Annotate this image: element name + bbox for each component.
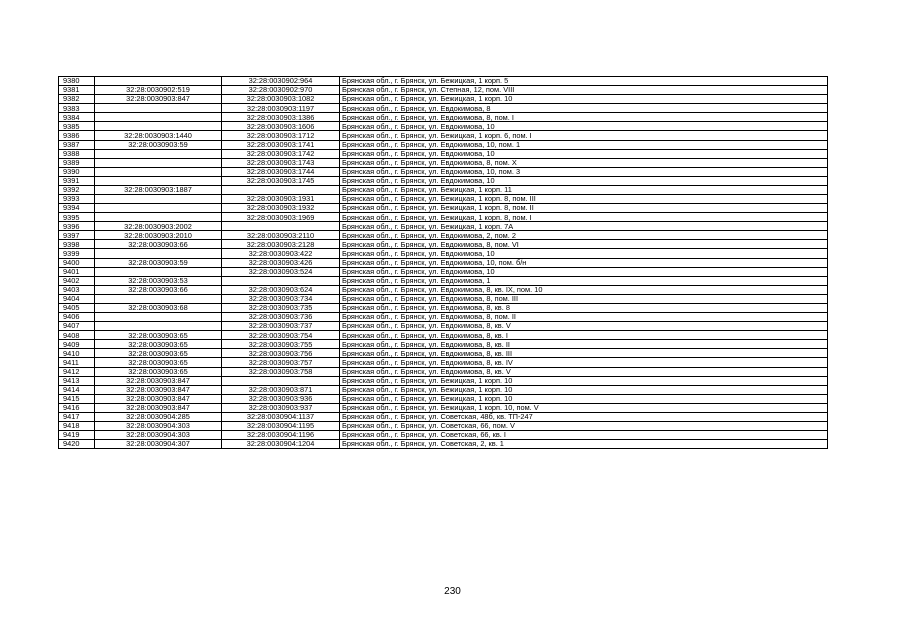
parcel-number-cell bbox=[95, 267, 222, 276]
address-cell: Брянская обл., г. Брянск, ул. Евдокимова, 8, пом. X bbox=[340, 158, 828, 167]
parcel-number-cell bbox=[95, 249, 222, 258]
object-number-cell: 32:28:0030903:1197 bbox=[222, 104, 340, 113]
row-number-cell: 9416 bbox=[59, 403, 95, 412]
parcel-number-cell bbox=[95, 294, 222, 303]
address-cell: Брянская обл., г. Брянск, ул. Евдокимова, 8, кв. V bbox=[340, 322, 828, 331]
page-number: 230 bbox=[444, 586, 461, 597]
table-row bbox=[59, 267, 828, 276]
table-row bbox=[59, 358, 828, 367]
row-number-cell: 9397 bbox=[59, 231, 95, 240]
row-number-cell: 9399 bbox=[59, 249, 95, 258]
row-number-cell: 9387 bbox=[59, 140, 95, 149]
address-cell: Брянская обл., г. Брянск, ул. Бежицкая, 1 корп. 10 bbox=[340, 394, 828, 403]
address-cell: Брянская обл., г. Брянск, ул. Бежицкая, 1 корп. 10, пом. V bbox=[340, 403, 828, 412]
object-number-cell: 32:28:0030904:1195 bbox=[222, 421, 340, 430]
address-cell: Брянская обл., г. Брянск, ул. Евдокимова, 8, пом. I bbox=[340, 113, 828, 122]
address-cell: Брянская обл., г. Брянск, ул. Бежицкая, 1 корп. 10 bbox=[340, 385, 828, 394]
parcel-number-cell bbox=[95, 195, 222, 204]
object-number-cell: 32:28:0030903:2110 bbox=[222, 231, 340, 240]
object-number-cell: 32:28:0030903:1931 bbox=[222, 195, 340, 204]
parcel-number-cell: 32:28:0030902:519 bbox=[95, 86, 222, 95]
table-row bbox=[59, 222, 828, 231]
address-cell: Брянская обл., г. Брянск, ул. Евдокимова, 10, пом. б/н bbox=[340, 258, 828, 267]
parcel-number-cell bbox=[95, 322, 222, 331]
table-row bbox=[59, 131, 828, 140]
object-number-cell: 32:28:0030904:1137 bbox=[222, 412, 340, 421]
address-cell: Брянская обл., г. Брянск, ул. Евдокимова, 10, пом. 1 bbox=[340, 140, 828, 149]
object-number-cell bbox=[222, 376, 340, 385]
address-cell: Брянская обл., г. Брянск, ул. Евдокимова, 8, пом. II bbox=[340, 313, 828, 322]
object-number-cell: 32:28:0030903:624 bbox=[222, 285, 340, 294]
table-row bbox=[59, 349, 828, 358]
table-row bbox=[59, 313, 828, 322]
row-number-cell: 9388 bbox=[59, 149, 95, 158]
address-cell: Брянская обл., г. Брянск, ул. Степная, 12, пом. VIII bbox=[340, 86, 828, 95]
table-row bbox=[59, 385, 828, 394]
table-row bbox=[59, 195, 828, 204]
row-number-cell: 9392 bbox=[59, 185, 95, 194]
row-number-cell: 9393 bbox=[59, 195, 95, 204]
object-number-cell: 32:28:0030903:735 bbox=[222, 303, 340, 312]
table-row bbox=[59, 86, 828, 95]
object-number-cell: 32:28:0030903:1744 bbox=[222, 167, 340, 176]
table-row bbox=[59, 440, 828, 449]
parcel-number-cell: 32:28:0030903:65 bbox=[95, 367, 222, 376]
parcel-number-cell bbox=[95, 77, 222, 86]
object-number-cell: 32:28:0030903:756 bbox=[222, 349, 340, 358]
object-number-cell: 32:28:0030903:1742 bbox=[222, 149, 340, 158]
address-cell: Брянская обл., г. Брянск, ул. Евдокимова, 1 bbox=[340, 276, 828, 285]
object-number-cell bbox=[222, 222, 340, 231]
row-number-cell: 9414 bbox=[59, 385, 95, 394]
table-row bbox=[59, 231, 828, 240]
table-row bbox=[59, 276, 828, 285]
row-number-cell: 9396 bbox=[59, 222, 95, 231]
row-number-cell: 9384 bbox=[59, 113, 95, 122]
row-number-cell: 9420 bbox=[59, 440, 95, 449]
address-cell: Брянская обл., г. Брянск, ул. Советская, 66, кв. I bbox=[340, 431, 828, 440]
address-cell: Брянская обл., г. Брянск, ул. Бежицкая, 1 корп. 8, пом. I bbox=[340, 213, 828, 222]
table-row bbox=[59, 421, 828, 430]
table-row bbox=[59, 158, 828, 167]
parcel-number-cell: 32:28:0030903:2002 bbox=[95, 222, 222, 231]
parcel-number-cell: 32:28:0030903:847 bbox=[95, 385, 222, 394]
address-cell: Брянская обл., г. Брянск, ул. Советская, 66, пом. V bbox=[340, 421, 828, 430]
parcel-number-cell bbox=[95, 204, 222, 213]
row-number-cell: 9418 bbox=[59, 421, 95, 430]
row-number-cell: 9389 bbox=[59, 158, 95, 167]
object-number-cell: 32:28:0030903:937 bbox=[222, 403, 340, 412]
parcel-number-cell bbox=[95, 113, 222, 122]
table-row bbox=[59, 322, 828, 331]
address-cell: Брянская обл., г. Брянск, ул. Бежицкая, 1 корп. 10 bbox=[340, 376, 828, 385]
table-row bbox=[59, 213, 828, 222]
table-row bbox=[59, 331, 828, 340]
table-row bbox=[59, 185, 828, 194]
row-number-cell: 9383 bbox=[59, 104, 95, 113]
address-cell: Брянская обл., г. Брянск, ул. Евдокимова, 8, пом. III bbox=[340, 294, 828, 303]
parcel-number-cell: 32:28:0030904:303 bbox=[95, 421, 222, 430]
parcel-number-cell: 32:28:0030903:65 bbox=[95, 331, 222, 340]
address-cell: Брянская обл., г. Брянск, ул. Советская, 2, кв. 1 bbox=[340, 440, 828, 449]
parcel-number-cell: 32:28:0030903:2010 bbox=[95, 231, 222, 240]
parcel-number-cell: 32:28:0030903:65 bbox=[95, 349, 222, 358]
object-number-cell: 32:28:0030903:758 bbox=[222, 367, 340, 376]
object-number-cell: 32:28:0030902:970 bbox=[222, 86, 340, 95]
address-cell: Брянская обл., г. Брянск, ул. Бежицкая, 1 корп. 10 bbox=[340, 95, 828, 104]
address-cell: Брянская обл., г. Брянск, ул. Евдокимова, 8, кв. V bbox=[340, 367, 828, 376]
parcel-number-cell: 32:28:0030903:68 bbox=[95, 303, 222, 312]
parcel-number-cell: 32:28:0030903:66 bbox=[95, 240, 222, 249]
table-row bbox=[59, 77, 828, 86]
row-number-cell: 9404 bbox=[59, 294, 95, 303]
row-number-cell: 9415 bbox=[59, 394, 95, 403]
address-cell: Брянская обл., г. Брянск, ул. Евдокимова, 8, кв. IV bbox=[340, 358, 828, 367]
parcel-number-cell: 32:28:0030903:65 bbox=[95, 358, 222, 367]
row-number-cell: 9412 bbox=[59, 367, 95, 376]
table-row bbox=[59, 140, 828, 149]
object-number-cell: 32:28:0030903:757 bbox=[222, 358, 340, 367]
row-number-cell: 9419 bbox=[59, 431, 95, 440]
row-number-cell: 9417 bbox=[59, 412, 95, 421]
table-row bbox=[59, 122, 828, 131]
parcel-number-cell bbox=[95, 149, 222, 158]
address-cell: Брянская обл., г. Брянск, ул. Евдокимова, 8, пом. VI bbox=[340, 240, 828, 249]
parcel-number-cell bbox=[95, 158, 222, 167]
address-cell: Брянская обл., г. Брянск, ул. Бежицкая, 1 корп. 6, пом. I bbox=[340, 131, 828, 140]
table-row bbox=[59, 95, 828, 104]
parcel-number-cell: 32:28:0030903:1887 bbox=[95, 185, 222, 194]
table-row bbox=[59, 167, 828, 176]
object-number-cell: 32:28:0030903:1743 bbox=[222, 158, 340, 167]
object-number-cell bbox=[222, 185, 340, 194]
object-number-cell: 32:28:0030904:1204 bbox=[222, 440, 340, 449]
table-row bbox=[59, 113, 828, 122]
table-row bbox=[59, 294, 828, 303]
row-number-cell: 9394 bbox=[59, 204, 95, 213]
parcel-number-cell: 32:28:0030904:307 bbox=[95, 440, 222, 449]
parcel-number-cell: 32:28:0030903:847 bbox=[95, 394, 222, 403]
row-number-cell: 9407 bbox=[59, 322, 95, 331]
address-cell: Брянская обл., г. Брянск, ул. Евдокимова, 8, кв. IX, пом. 10 bbox=[340, 285, 828, 294]
row-number-cell: 9405 bbox=[59, 303, 95, 312]
table-row bbox=[59, 149, 828, 158]
row-number-cell: 9382 bbox=[59, 95, 95, 104]
address-cell: Брянская обл., г. Брянск, ул. Советская, 48б, кв. ТП-247 bbox=[340, 412, 828, 421]
row-number-cell: 9385 bbox=[59, 122, 95, 131]
table-row bbox=[59, 394, 828, 403]
address-cell: Брянская обл., г. Брянск, ул. Евдокимова, 10 bbox=[340, 176, 828, 185]
object-number-cell: 32:28:0030903:1969 bbox=[222, 213, 340, 222]
parcel-number-cell bbox=[95, 176, 222, 185]
parcel-number-cell bbox=[95, 313, 222, 322]
parcel-number-cell bbox=[95, 167, 222, 176]
object-number-cell: 32:28:0030903:754 bbox=[222, 331, 340, 340]
address-cell: Брянская обл., г. Брянск, ул. Евдокимова, 10 bbox=[340, 149, 828, 158]
parcel-number-cell: 32:28:0030903:847 bbox=[95, 376, 222, 385]
object-number-cell: 32:28:0030903:1082 bbox=[222, 95, 340, 104]
row-number-cell: 9411 bbox=[59, 358, 95, 367]
parcel-number-cell: 32:28:0030903:59 bbox=[95, 140, 222, 149]
object-number-cell: 32:28:0030902:964 bbox=[222, 77, 340, 86]
parcel-number-cell: 32:28:0030903:53 bbox=[95, 276, 222, 285]
row-number-cell: 9403 bbox=[59, 285, 95, 294]
parcel-number-cell: 32:28:0030903:847 bbox=[95, 95, 222, 104]
object-number-cell: 32:28:0030903:755 bbox=[222, 340, 340, 349]
address-cell: Брянская обл., г. Брянск, ул. Евдокимова, 8 bbox=[340, 104, 828, 113]
parcel-number-cell: 32:28:0030903:66 bbox=[95, 285, 222, 294]
row-number-cell: 9395 bbox=[59, 213, 95, 222]
object-number-cell: 32:28:0030903:1606 bbox=[222, 122, 340, 131]
table-row bbox=[59, 340, 828, 349]
parcel-number-cell: 32:28:0030904:303 bbox=[95, 431, 222, 440]
address-cell: Брянская обл., г. Брянск, ул. Евдокимова, 8, кв. II bbox=[340, 340, 828, 349]
object-number-cell: 32:28:0030903:736 bbox=[222, 313, 340, 322]
row-number-cell: 9406 bbox=[59, 313, 95, 322]
table-row bbox=[59, 376, 828, 385]
object-number-cell: 32:28:0030903:737 bbox=[222, 322, 340, 331]
address-cell: Брянская обл., г. Брянск, ул. Бежицкая, 1 корп. 11 bbox=[340, 185, 828, 194]
row-number-cell: 9400 bbox=[59, 258, 95, 267]
parcel-number-cell bbox=[95, 122, 222, 131]
table-row bbox=[59, 285, 828, 294]
address-cell: Брянская обл., г. Брянск, ул. Бежицкая, 1 корп. 8, пом. III bbox=[340, 195, 828, 204]
object-number-cell: 32:28:0030903:426 bbox=[222, 258, 340, 267]
row-number-cell: 9398 bbox=[59, 240, 95, 249]
table-row bbox=[59, 104, 828, 113]
address-cell: Брянская обл., г. Брянск, ул. Евдокимова, 10 bbox=[340, 122, 828, 131]
object-number-cell: 32:28:0030903:524 bbox=[222, 267, 340, 276]
parcel-number-cell bbox=[95, 104, 222, 113]
table-row bbox=[59, 367, 828, 376]
address-cell: Брянская обл., г. Брянск, ул. Евдокимова, 10, пом. 3 bbox=[340, 167, 828, 176]
address-cell: Брянская обл., г. Брянск, ул. Евдокимова, 10 bbox=[340, 267, 828, 276]
address-cell: Брянская обл., г. Брянск, ул. Бежицкая, 1 корп. 7А bbox=[340, 222, 828, 231]
table-row bbox=[59, 240, 828, 249]
row-number-cell: 9391 bbox=[59, 176, 95, 185]
row-number-cell: 9401 bbox=[59, 267, 95, 276]
address-cell: Брянская обл., г. Брянск, ул. Евдокимова, 8, кв. I bbox=[340, 331, 828, 340]
registry-table-body bbox=[59, 77, 828, 449]
object-number-cell: 32:28:0030903:734 bbox=[222, 294, 340, 303]
table-row bbox=[59, 403, 828, 412]
table-row bbox=[59, 249, 828, 258]
parcel-number-cell bbox=[95, 213, 222, 222]
registry-table bbox=[58, 76, 828, 449]
object-number-cell bbox=[222, 276, 340, 285]
object-number-cell: 32:28:0030903:936 bbox=[222, 394, 340, 403]
table-row bbox=[59, 176, 828, 185]
row-number-cell: 9381 bbox=[59, 86, 95, 95]
row-number-cell: 9409 bbox=[59, 340, 95, 349]
parcel-number-cell: 32:28:0030904:285 bbox=[95, 412, 222, 421]
address-cell: Брянская обл., г. Брянск, ул. Евдокимова, 2, пом. 2 bbox=[340, 231, 828, 240]
table-row bbox=[59, 258, 828, 267]
object-number-cell: 32:28:0030903:422 bbox=[222, 249, 340, 258]
row-number-cell: 9390 bbox=[59, 167, 95, 176]
address-cell: Брянская обл., г. Брянск, ул. Евдокимова, 8, кв. III bbox=[340, 349, 828, 358]
object-number-cell: 32:28:0030903:1386 bbox=[222, 113, 340, 122]
row-number-cell: 9402 bbox=[59, 276, 95, 285]
object-number-cell: 32:28:0030903:2128 bbox=[222, 240, 340, 249]
object-number-cell: 32:28:0030903:871 bbox=[222, 385, 340, 394]
address-cell: Брянская обл., г. Брянск, ул. Бежицкая, 1 корп. 8, пом. II bbox=[340, 204, 828, 213]
address-cell: Брянская обл., г. Брянск, ул. Бежицкая, 1 корп. 5 bbox=[340, 77, 828, 86]
parcel-number-cell: 32:28:0030903:847 bbox=[95, 403, 222, 412]
row-number-cell: 9413 bbox=[59, 376, 95, 385]
row-number-cell: 9410 bbox=[59, 349, 95, 358]
row-number-cell: 9386 bbox=[59, 131, 95, 140]
table-row bbox=[59, 412, 828, 421]
table-row bbox=[59, 303, 828, 312]
parcel-number-cell: 32:28:0030903:65 bbox=[95, 340, 222, 349]
address-cell: Брянская обл., г. Брянск, ул. Евдокимова, 8, кв. 8 bbox=[340, 303, 828, 312]
table-row bbox=[59, 431, 828, 440]
object-number-cell: 32:28:0030904:1196 bbox=[222, 431, 340, 440]
row-number-cell: 9380 bbox=[59, 77, 95, 86]
address-cell: Брянская обл., г. Брянск, ул. Евдокимова, 10 bbox=[340, 249, 828, 258]
parcel-number-cell: 32:28:0030903:59 bbox=[95, 258, 222, 267]
object-number-cell: 32:28:0030903:1745 bbox=[222, 176, 340, 185]
table-row bbox=[59, 204, 828, 213]
object-number-cell: 32:28:0030903:1932 bbox=[222, 204, 340, 213]
parcel-number-cell: 32:28:0030903:1440 bbox=[95, 131, 222, 140]
object-number-cell: 32:28:0030903:1712 bbox=[222, 131, 340, 140]
row-number-cell: 9408 bbox=[59, 331, 95, 340]
object-number-cell: 32:28:0030903:1741 bbox=[222, 140, 340, 149]
